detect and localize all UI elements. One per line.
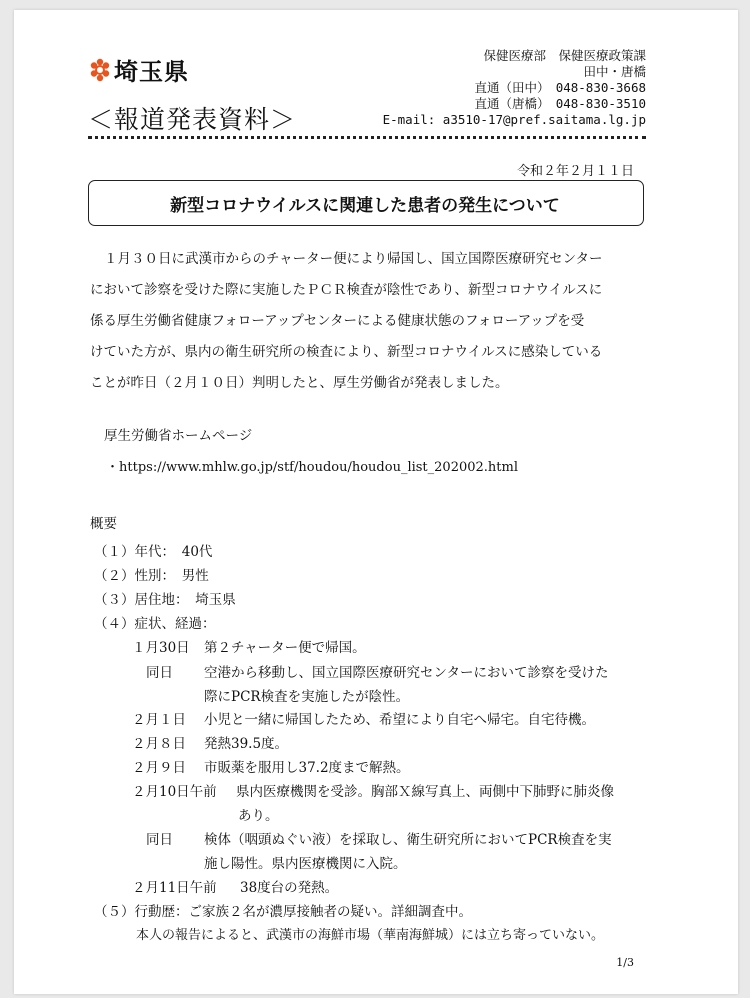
reference-label: 厚生労働省ホームページ [104, 428, 253, 444]
overview-item-age: （１）年代： 40代 [94, 544, 213, 560]
overview-item-history: （５）行動歴：ご家族２名が濃厚接触者の疑い。詳細調査中。 [94, 904, 472, 920]
timeline-date: ２月10日午前 [132, 784, 217, 800]
timeline-text: あり。 [238, 808, 279, 824]
timeline-text: 38度台の発熱。 [240, 880, 339, 896]
contact-line: 保健医療部 保健医療政策課 [483, 48, 646, 63]
timeline-text: 小児と一緒に帰国したため、希望により自宅へ帰宅。自宅待機。 [204, 712, 595, 728]
body-line: において診察を受けた際に実施したＰＣＲ検査が陰性であり、新型コロナウイルスに [90, 282, 603, 298]
contact-line: 直通（田中） 048-830-3668 [474, 80, 646, 95]
body-line: 係る厚生労働省健康フォローアップセンターによる健康状態のフォローアップを受 [90, 313, 585, 329]
timeline-text: 空港から移動し、国立国際医療研究センターにおいて診察を受けた [204, 665, 609, 681]
timeline-text: 施し陽性。県内医療機関に入院。 [204, 856, 407, 872]
timeline-text: 第２チャーター便で帰国。 [204, 640, 366, 656]
body-line: けていた方が、県内の衛生研究所の検査により、新型コロナウイルスに感染している [90, 344, 603, 360]
contact-line: 直通（唐橋） 048-830-3510 [474, 96, 646, 111]
timeline-text: 県内医療機関を受診。胸部Ｘ線写真上、両側中下肺野に肺炎像 [236, 784, 614, 800]
timeline-date: 同日 [146, 665, 173, 681]
prefecture-logo [88, 52, 189, 87]
timeline-date: ２月８日 [132, 736, 186, 752]
overview-item-symptoms: （４）症状、経過： [94, 616, 216, 632]
timeline-text: 発熱39.5度。 [204, 736, 289, 752]
contact-block [383, 48, 646, 128]
timeline-date: １月30日 [132, 640, 190, 656]
document-title: 新型コロナウイルスに関連した患者の発生について [170, 196, 560, 216]
timeline-date: ２月11日午前 [132, 880, 217, 896]
timeline-date: ２月１日 [132, 712, 186, 728]
overview-item-sex: （２）性別： 男性 [94, 568, 209, 584]
timeline-text: 際にPCR検査を実施したが陰性。 [204, 689, 410, 705]
body-line: １月３０日に武漢市からのチャーター便により帰国し、国立国際医療研究センター [104, 251, 603, 267]
overview-item-residence: （３）居住地： 埼玉県 [94, 592, 236, 608]
body-paragraph [90, 244, 650, 399]
document-page [14, 10, 738, 994]
overview-item-history-note: 本人の報告によると、武漢市の海鮮市場（華南海鮮城）には立ち寄っていない。 [136, 928, 605, 943]
timeline-text: 検体（咽頭ぬぐい液）を採取し、衛生研究所においてPCR検査を実 [204, 832, 612, 848]
saitama-emblem-icon [88, 58, 112, 82]
body-line: ことが昨日（２月１０日）判明したと、厚生労働省が発表しました。 [90, 375, 509, 391]
release-date: 令和２年２月１１日 [516, 164, 634, 179]
contact-line: 田中・唐橋 [583, 64, 646, 79]
timeline-date: 同日 [146, 832, 173, 848]
dotted-divider [88, 136, 646, 139]
reference-url: ・https://www.mhlw.go.jp/stf/houdou/houdou_list_202002.html [106, 460, 518, 475]
document-type: ＜報道発表資料＞ [88, 105, 297, 134]
timeline-date: ２月９日 [132, 760, 186, 776]
prefecture-name: 埼玉県 [114, 58, 189, 86]
page-number: 1/3 [616, 956, 634, 969]
timeline-text: 市販薬を服用し37.2度まで解熱。 [204, 760, 410, 776]
overview-title: 概要 [90, 516, 117, 532]
contact-email: E-mail: a3510-17@pref.saitama.lg.jp [382, 112, 646, 127]
